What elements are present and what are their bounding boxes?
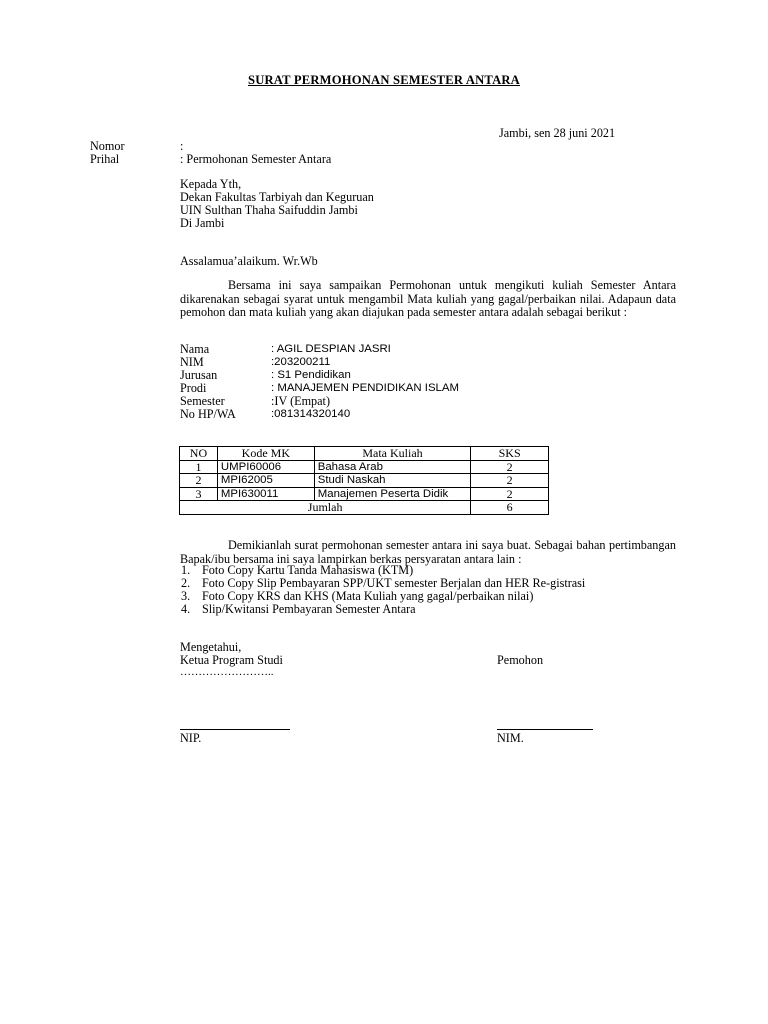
table-cell: 2 [471,460,549,474]
table-header: Mata Kuliah [314,447,471,461]
total-value: 6 [471,501,549,515]
right-signature-line [497,729,593,730]
course-table [179,446,549,515]
acknowledged-label: Mengetahui, [180,640,242,654]
applicant-value: : MANAJEMEN PENDIDIKAN ISLAM [271,382,459,394]
recipient-line: Kepada Yth, [180,177,242,191]
attachment-item: Foto Copy Kartu Tanda Mahasiswa (KTM) [202,563,414,577]
applicant-value: : S1 Pendidikan [271,369,351,381]
prihal-label: Prihal [90,152,120,166]
left-signatory-dots: …………………….. [180,666,274,678]
applicant-value: :203200211 [271,356,331,368]
right-signatory-id: NIM. [497,731,524,745]
table-cell: 2 [471,487,549,501]
applicant-value: :081314320140 [271,408,351,420]
applicant-label: NIM [180,355,204,369]
table-cell: MPI62005 [217,474,314,488]
place-date: Jambi, sen 28 juni 2021 [499,126,616,140]
total-label: Jumlah [180,501,471,515]
nomor-value: : [180,139,184,153]
intro-paragraph: Bersama ini saya sampaikan Permohonan untuk mengikuti kuliah Semester Antara dikarenakan sebagai syarat untuk mengambil Mata kuliah yang gagal/perbaikan nilai. Adapaun data pemohon dan mata kuliah yang akan diajukan pada semester antara adalah sebagai berikut : [180,278,676,320]
table-row [180,460,549,474]
table-cell: 1 [180,460,218,474]
right-signatory-title: Pemohon [497,653,544,667]
table-cell: Studi Naskah [314,474,471,488]
attachment-number: 4. [181,602,191,616]
attachment-item: Foto Copy KRS dan KHS (Mata Kuliah yang gagal/perbaikan nilai) [202,589,534,603]
attachment-number: 1. [181,563,191,577]
left-signatory-title: Ketua Program Studi [180,653,283,667]
table-total-row [180,501,549,515]
applicant-label: Prodi [180,381,207,395]
table-cell: MPI630011 [217,487,314,501]
table-cell: 2 [471,474,549,488]
recipient-line: Di Jambi [180,216,225,230]
closing-paragraph: Demikianlah surat permohonan semester antara ini saya buat. Sebagai bahan pertimbangan Bapak/ibu bersama ini saya lampirkan berkas persyaratan antara lain : [180,538,676,566]
applicant-label: Semester [180,394,225,408]
attachment-item: Slip/Kwitansi Pembayaran Semester Antara [202,602,416,616]
prihal-value: : Permohonan Semester Antara [180,152,332,166]
nomor-label: Nomor [90,139,125,153]
applicant-label: Nama [180,342,210,356]
attachment-number: 3. [181,589,191,603]
table-cell: Manajemen Peserta Didik [314,487,471,501]
table-cell: 2 [180,474,218,488]
applicant-value: :IV (Empat) [271,394,331,408]
attachment-number: 2. [181,576,191,590]
table-header: NO [180,447,218,461]
table-cell: Bahasa Arab [314,460,471,474]
applicant-label: Jurusan [180,368,218,382]
recipient-line: UIN Sulthan Thaha Saifuddin Jambi [180,203,358,217]
applicant-value: : AGIL DESPIAN JASRI [271,343,391,355]
greeting: Assalamua’alaikum. Wr.Wb [180,254,318,268]
table-cell: 3 [180,487,218,501]
applicant-label: No HP/WA [180,407,236,421]
letter-title: SURAT PERMOHONAN SEMESTER ANTARA [248,73,520,87]
table-header-row [180,447,549,461]
table-header: Kode MK [217,447,314,461]
table-row [180,487,549,501]
table-row [180,474,549,488]
left-signatory-id: NIP. [180,731,202,745]
table-header: SKS [471,447,549,461]
left-signature-line [180,729,290,730]
attachment-item: Foto Copy Slip Pembayaran SPP/UKT semester Berjalan dan HER Re-gistrasi [202,576,586,590]
table-cell: UMPI60006 [217,460,314,474]
recipient-line: Dekan Fakultas Tarbiyah dan Keguruan [180,190,374,204]
